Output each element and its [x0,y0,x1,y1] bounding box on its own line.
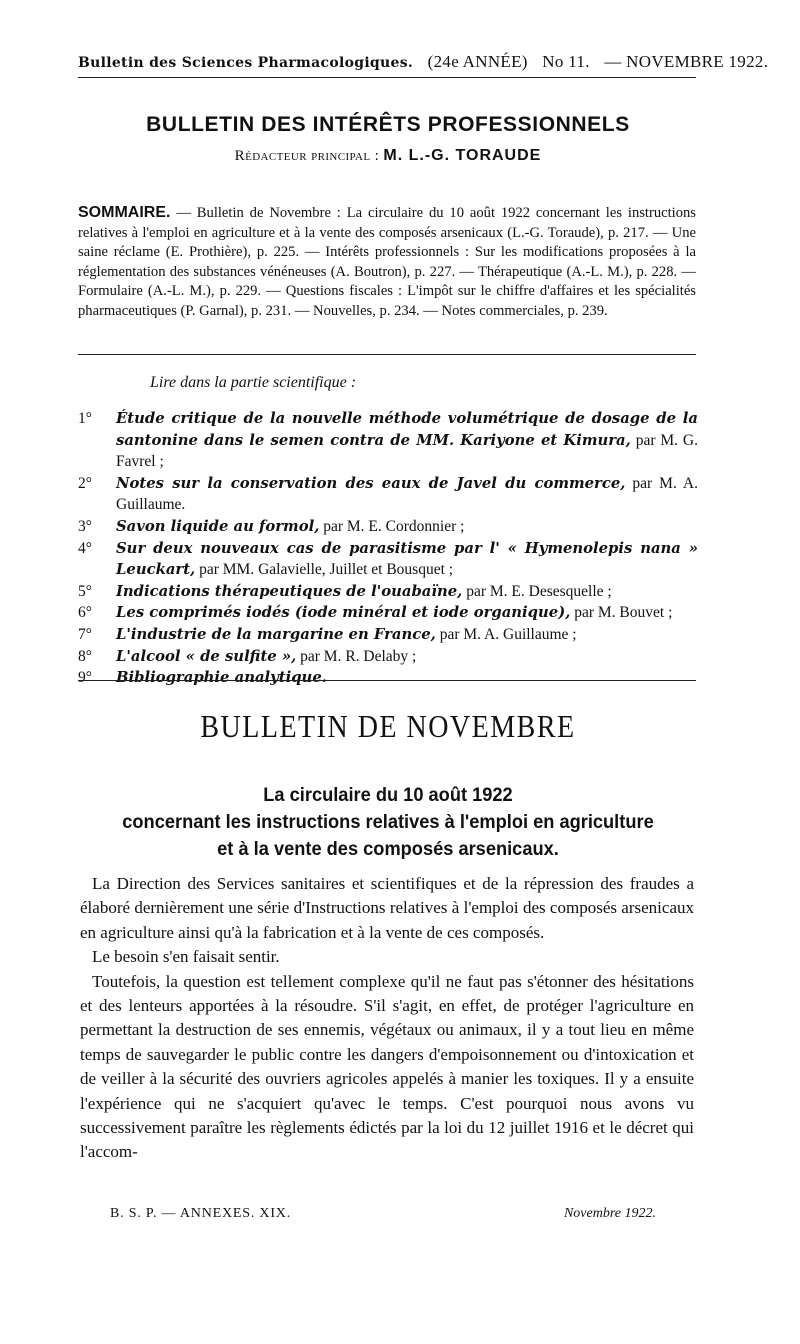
journal-name: Bulletin des Sciences Pharmacologiques. [78,55,414,71]
article-title-line: La circulaire du 10 août 1922 [263,785,513,806]
item-title: L'alcool « de sulfite », [116,647,297,665]
item-author: par M. A. Guillaume. [116,474,698,514]
section-title: BULLETIN DES INTÉRÊTS PROFESSIONNELS [146,113,630,136]
contents-divider [78,680,696,681]
summary-block [78,203,696,322]
item-author: par M. A. Guillaume ; [435,625,577,643]
item-author: par M. R. Delaby ; [296,647,417,665]
issue-month: — NOVEMBRE 1922. [604,52,769,71]
item-title: Notes sur la conservation des eaux de Javel du commerce, [116,474,626,492]
item-author: par M. E. Desesquelle ; [462,582,612,600]
article-body [80,872,694,1165]
issue-number: No 11. [542,52,590,71]
item-author: par M. E. Cordonnier ; [319,517,465,535]
item-title: Les comprimés iodés (iode minéral et iode organique), [116,604,571,622]
item-title: L'industrie de la margarine en France, [116,625,436,643]
summary-divider [78,354,696,355]
contents-item [78,516,698,538]
item-title: Bibliographie analytique. [116,669,327,687]
scientific-contents-list [78,408,698,689]
contents-item [78,408,698,473]
item-title: Étude critique de la nouvelle méthode volumétrique de dosage de la santonine dans le semen contra de MM. Kariyone et Kimura, [116,410,698,449]
item-author: par MM. Galavielle, Juillet et Bousquet ; [195,561,454,579]
item-number: 2° [78,474,92,492]
scientific-part-heading: Lire dans la partie scientifique : [150,374,357,391]
contents-item [78,581,698,603]
item-number: 3° [78,517,92,535]
article-title-line: concernant les instructions relatives à l'emploi en agriculture [122,812,654,833]
item-number: 8° [78,647,92,665]
contents-item [78,667,698,689]
item-author: par M. G. Favrel ; [116,431,698,471]
item-title: Savon liquide au formol, [116,517,320,535]
running-header [78,52,769,72]
item-title: Indications thérapeutiques de l'ouabaïne, [116,582,463,600]
item-number: 1° [78,410,92,427]
footer-reference: B. S. P. — ANNEXES. XIX. [110,1206,291,1221]
footer-date: Novembre 1922. [563,1206,656,1221]
bulletin-heading: BULLETIN DE NOVEMBRE [200,709,576,746]
editor-role: Rédacteur principal : [234,148,380,164]
year-label: (24e ANNÉE) [427,52,528,71]
item-number: 7° [78,625,92,643]
header-divider [78,77,696,78]
item-number: 6° [78,604,92,622]
item-author: par M. Bouvet ; [570,604,673,622]
contents-item [78,646,698,668]
body-paragraph: La Direction des Services sanitaires et scientifiques et de la répression des fraudes a élaboré dernièrement une série d'Instructions relatives à l'emploi des composés arsenicaux en agriculture ainsi qu'à la fabrication et à la vente de ces composés. [80,874,694,942]
item-title: Sur deux nouveaux cas de parasitisme par l' « Hymenolepis nana » Leuckart, [116,539,698,579]
contents-item [78,473,698,516]
editor-name: M. L.-G. TORAUDE [383,147,542,164]
contents-item [78,602,698,624]
item-number: 5° [78,582,92,600]
summary-text: — Bulletin de Novembre : La circulaire du 10 août 1922 concernant les instructions relatives à l'emploi en agriculture et à la vente des composés arsenicaux (L.-G. Toraude), p. 217. — Une saine réclame (E. Prothière), p. 225. — Intérêts professionnels : Sur les modifications proposées à la réglementation des substances vénéneuses (A. Boutron), p. 227. — Thérapeutique (A.-L. M.), p. 228. — Formulaire (A.-L. M.), p. 229. — Questions fiscales : L'impôt sur le chiffre d'affaires et les spécialités pharmaceutiques (P. Garnal), p. 231. — Nouvelles, p. 234. — Notes commerciales, p. 239. [78,205,696,319]
contents-item [78,538,698,581]
article-title-line: et à la vente des composés arsenicaux. [217,839,559,860]
item-number: 9° [78,669,92,687]
item-number: 4° [78,539,92,557]
editor-line [78,147,698,165]
contents-item [78,624,698,646]
body-paragraph: Toutefois, la question est tellement complexe qu'il ne faut pas s'étonner des hésitations et des lenteurs apportées à la résoudre. S'il s'agit, en effet, de protéger l'agriculture en permettant la destruction de ses ennemis, végétaux ou animaux, il y a tout lieu en même temps de sauvegarder le public contre les dangers d'empoisonnement ou d'intoxication et de veiller à la sécurité des ouvriers agricoles appelés à manier les toxiques. Il y a ensuite l'expérience qui ne s'acquiert qu'avec le temps. C'est pourquoi nous avons vu successivement paraître les règlements édictés par la loi du 12 juillet 1916 et le décret qui l'accom- [80,971,694,1162]
body-paragraph: Le besoin s'en faisait sentir. [92,947,280,967]
article-title [90,782,685,863]
summary-label: SOMMAIRE. [78,204,171,221]
